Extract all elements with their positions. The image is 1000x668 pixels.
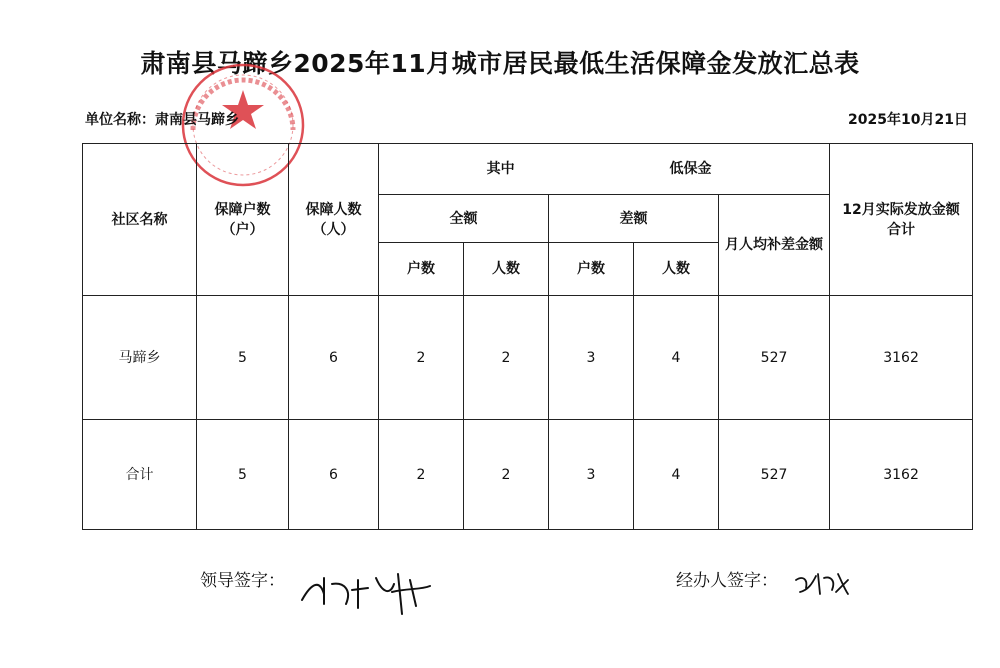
cell-households: 5 <box>197 420 289 530</box>
unit-name: 单位名称：肃南县马蹄乡 <box>85 112 239 128</box>
header-dibao: 低保金 <box>669 161 712 177</box>
table-row <box>83 420 973 530</box>
header-total: 12月实际发放金额 合计 <box>830 144 973 296</box>
report-date: 2025年10月21日 <box>848 112 968 128</box>
header-households: 保障户数（户） <box>197 144 289 296</box>
cell-diff-people: 4 <box>634 296 719 420</box>
header-full: 全额 <box>379 195 549 243</box>
cell-diff-households: 3 <box>549 296 634 420</box>
header-full-households: 户数 <box>379 243 464 296</box>
header-people: 保障人数（人） <box>289 144 379 296</box>
cell-diff-people: 4 <box>634 420 719 530</box>
handler-signature-label: 经办人签字： <box>676 571 778 591</box>
cell-name: 合计 <box>83 420 197 530</box>
cell-full-people: 2 <box>464 296 549 420</box>
leader-signature <box>298 560 438 616</box>
header-avg: 月人均补差金额 <box>719 195 830 296</box>
summary-table <box>82 143 973 530</box>
cell-households: 5 <box>197 296 289 420</box>
header-diff: 差额 <box>549 195 719 243</box>
cell-total: 3162 <box>830 420 973 530</box>
header-full-people: 人数 <box>464 243 549 296</box>
cell-name: 马蹄乡 <box>83 296 197 420</box>
header-community: 社区名称 <box>83 144 197 296</box>
cell-avg: 527 <box>719 420 830 530</box>
cell-people: 6 <box>289 420 379 530</box>
cell-full-households: 2 <box>379 420 464 530</box>
cell-avg: 527 <box>719 296 830 420</box>
cell-total: 3162 <box>830 296 973 420</box>
header-among-group <box>379 144 830 195</box>
handler-signature <box>792 566 852 600</box>
cell-full-households: 2 <box>379 296 464 420</box>
cell-people: 6 <box>289 296 379 420</box>
leader-signature-label: 领导签字： <box>200 571 285 591</box>
cell-full-people: 2 <box>464 420 549 530</box>
document-title: 肃南县马蹄乡2025年11月城市居民最低生活保障金发放汇总表 <box>140 49 860 78</box>
header-diff-people: 人数 <box>634 243 719 296</box>
cell-diff-households: 3 <box>549 420 634 530</box>
header-diff-households: 户数 <box>549 243 634 296</box>
header-among: 其中 <box>486 161 515 177</box>
table-row <box>83 296 973 420</box>
